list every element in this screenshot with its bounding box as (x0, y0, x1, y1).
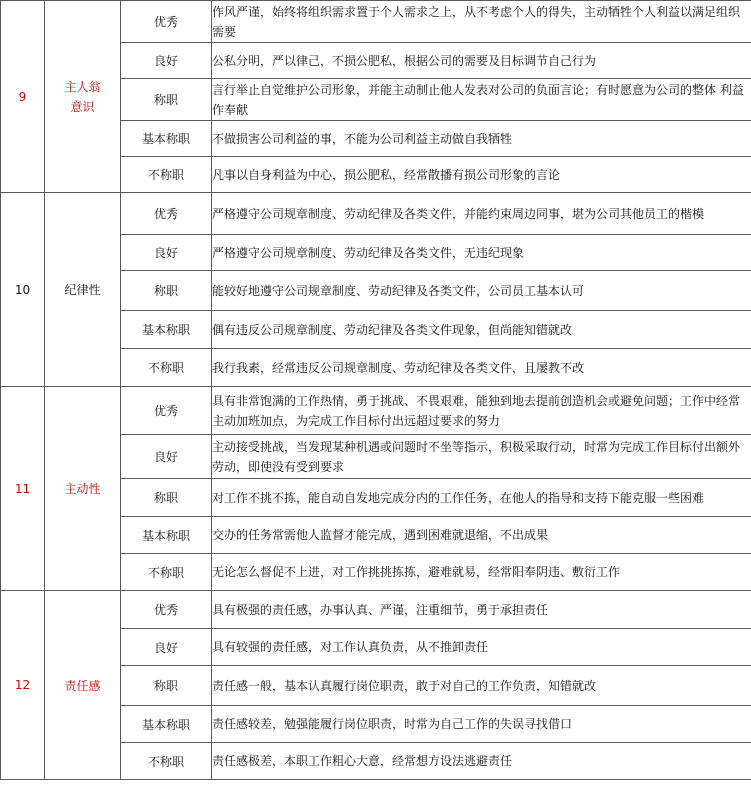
rating-description: 责任感极差，本职工作粗心大意，经常想方设法逃避责任 (212, 743, 751, 780)
rating-description: 不做损害公司利益的事，不能为公司利益主动做自我牺牲 (212, 121, 751, 157)
rating-level: 良好 (121, 235, 212, 271)
item-number: 12 (1, 591, 45, 780)
rating-description: 言行举止自觉维护公司形象，并能主动制止他人发表对公司的负面言论；有时愿意为公司的整体 利益作奉献 (212, 79, 751, 121)
rating-description: 凡事以自身利益为中心，损公肥私，经常散播有损公司形象的言论 (212, 157, 751, 193)
rating-level: 优秀 (121, 1, 212, 43)
rating-description: 严格遵守公司规章制度、劳动纪律及各类文件，并能约束周边同事，堪为公司其他员工的楷模 (212, 193, 751, 235)
rating-description: 偶有违反公司规章制度、劳动纪律及各类文件现象，但尚能知错就改 (212, 311, 751, 349)
rating-level: 良好 (121, 629, 212, 666)
rating-level: 基本称职 (121, 517, 212, 554)
category-name: 主动性 (45, 387, 121, 591)
rating-description: 主动接受挑战，当发现某种机遇或问题时不坐等指示，积极采取行动，时常为完成工作目标付出额外劳动，即使没有受到要求 (212, 435, 751, 479)
rating-description: 交办的任务常需他人监督才能完成，遇到困难就退缩，不出成果 (212, 517, 751, 554)
table-row (1, 1, 751, 43)
rating-level: 不称职 (121, 743, 212, 780)
rating-description: 能较好地遵守公司规章制度、劳动纪律及各类文件，公司员工基本认可 (212, 271, 751, 311)
rating-level: 优秀 (121, 591, 212, 629)
category-name: 纪律性 (45, 193, 121, 387)
rating-level: 不称职 (121, 349, 212, 387)
rating-level: 基本称职 (121, 311, 212, 349)
rating-description: 我行我素，经常违反公司规章制度、劳动纪律及各类文件，且屡教不改 (212, 349, 751, 387)
rating-description: 责任感较差，勉强能履行岗位职责，时常为自己工作的失误寻找借口 (212, 706, 751, 743)
table-row (1, 387, 751, 435)
rating-level: 称职 (121, 666, 212, 706)
rating-description: 责任感一般，基本认真履行岗位职责，敢于对自己的工作负责，知错就改 (212, 666, 751, 706)
rating-level: 不称职 (121, 554, 212, 591)
rating-level: 基本称职 (121, 706, 212, 743)
table-row (1, 591, 751, 629)
rating-level: 不称职 (121, 157, 212, 193)
rating-description: 无论怎么督促不上进，对工作挑挑拣拣，避难就易，经常阳奉阴违、敷衍工作 (212, 554, 751, 591)
rating-level: 称职 (121, 479, 212, 517)
rating-description: 公私分明，严以律己，不损公肥私，根据公司的需要及目标调节自己行为 (212, 43, 751, 79)
rating-level: 称职 (121, 271, 212, 311)
rating-level: 良好 (121, 435, 212, 479)
category-name: 主人翁意识 (45, 1, 121, 193)
rating-description: 作风严谨，始终将组织需求置于个人需求之上，从不考虑个人的得失，主动牺牲个人利益以满足组织需要 (212, 1, 751, 43)
rating-level: 称职 (121, 79, 212, 121)
table-row (1, 193, 751, 235)
rating-description: 具有非常饱满的工作热情，勇于挑战、不畏艰难，能独到地去提前创造机会或避免问题；工作中经常主动加班加点，为完成工作目标付出远超过要求的努力 (212, 387, 751, 435)
category-name: 责任感 (45, 591, 121, 780)
rating-level: 优秀 (121, 387, 212, 435)
item-number: 9 (1, 1, 45, 193)
rating-level: 基本称职 (121, 121, 212, 157)
rating-description: 具有较强的责任感，对工作认真负责，从不推卸责任 (212, 629, 751, 666)
rating-description: 对工作不挑不拣，能自动自发地完成分内的工作任务，在他人的指导和支持下能克服一些困难 (212, 479, 751, 517)
item-number: 11 (1, 387, 45, 591)
rating-level: 优秀 (121, 193, 212, 235)
item-number: 10 (1, 193, 45, 387)
rating-description: 具有极强的责任感，办事认真、严谨，注重细节，勇于承担责任 (212, 591, 751, 629)
rating-level: 良好 (121, 43, 212, 79)
rating-description: 严格遵守公司规章制度、劳动纪律及各类文件，无违纪现象 (212, 235, 751, 271)
